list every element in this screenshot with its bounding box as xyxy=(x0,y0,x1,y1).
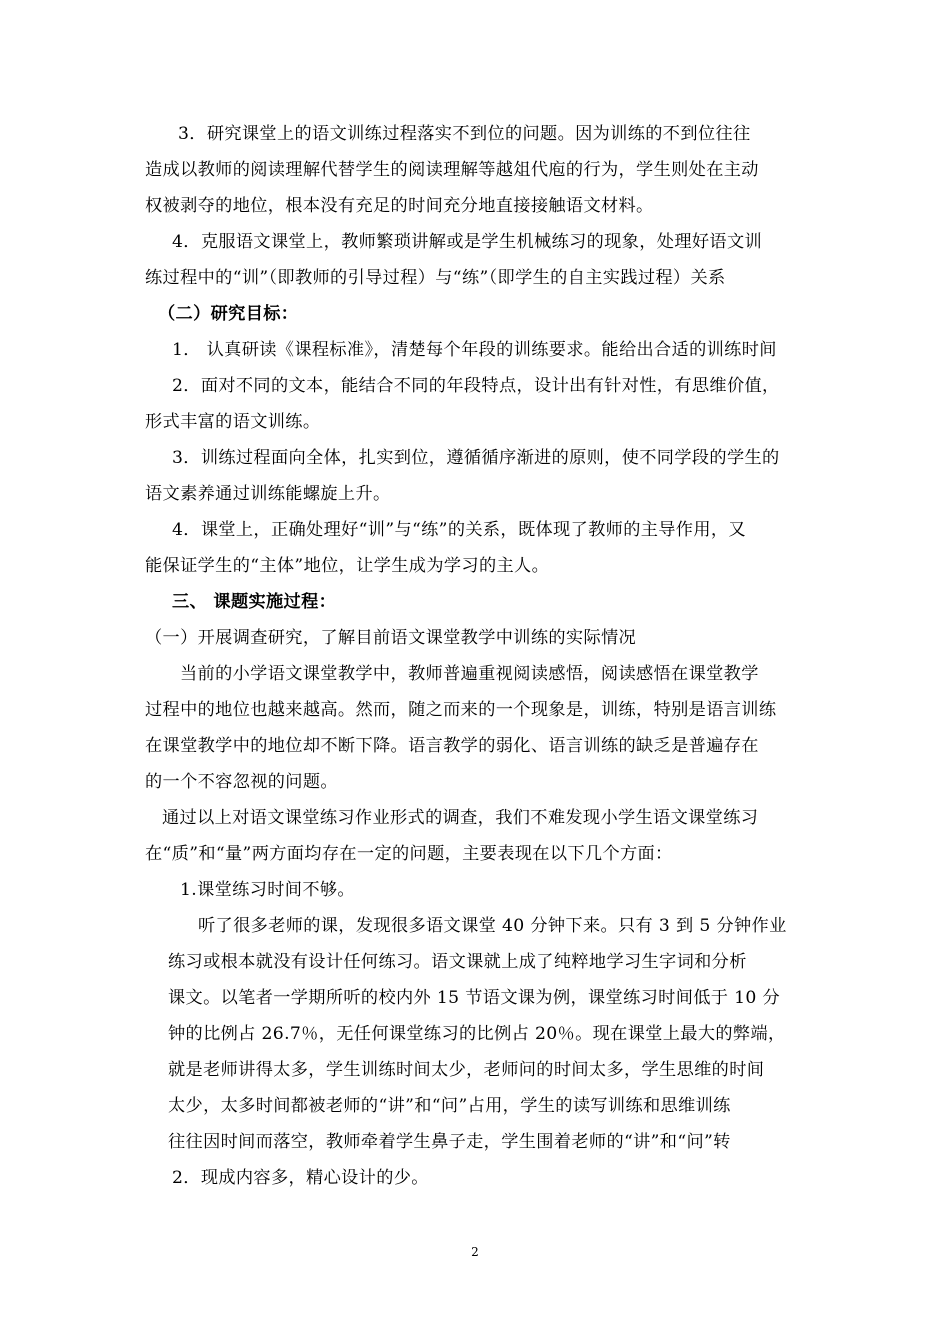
text-line: 的一个不容忽视的问题。 xyxy=(145,772,338,792)
section-heading-implementation: 三、 课题实施过程： xyxy=(172,592,337,612)
text-line: 造成以教师的阅读理解代替学生的阅读理解等越俎代庖的行为，学生则处在主动 xyxy=(145,160,759,180)
text-line: 语文素养通过训练能螺旋上升。 xyxy=(145,484,391,504)
list-item-heading: 2．现成内容多，精心设计的少。 xyxy=(172,1168,429,1188)
text-line: 太少，太多时间都被老师的“讲”和“问”占用，学生的读写训练和思维训练 xyxy=(168,1096,731,1116)
subsection-heading: （一）开展调查研究，了解目前语文课堂教学中训练的实际情况 xyxy=(145,628,637,648)
text-line: 当前的小学语文课堂教学中，教师普遍重视阅读感悟，阅读感悟在课堂教学 xyxy=(180,664,759,684)
text-line: 在课堂教学中的地位却不断下降。语言教学的弱化、语言训练的缺乏是普遍存在 xyxy=(145,736,759,756)
text-line: 课文。以笔者一学期所听的校内外 15 节语文课为例，课堂练习时间低于 10 分 xyxy=(168,988,781,1008)
section-heading-research-goals: （二）研究目标： xyxy=(158,304,299,324)
text-line: 过程中的地位也越来越高。然而，随之而来的一个现象是，训练，特别是语言训练 xyxy=(145,700,777,720)
text-line: 3．训练过程面向全体，扎实到位，遵循循序渐进的原则，使不同学段的学生的 xyxy=(172,448,780,468)
text-line: 就是老师讲得太多，学生训练时间太少，老师问的时间太多，学生思维的时间 xyxy=(168,1060,765,1080)
text-line: 形式丰富的语文训练。 xyxy=(145,412,321,432)
text-line: 权被剥夺的地位，根本没有充足的时间充分地直接接触语文材料。 xyxy=(145,196,654,216)
text-line: 3．研究课堂上的语文训练过程落实不到位的问题。因为训练的不到位往往 xyxy=(178,124,751,144)
text-line: 在“质”和“量”两方面均存在一定的问题，主要表现在以下几个方面： xyxy=(145,844,673,864)
text-line: 1． 认真研读《课程标准》，清楚每个年段的训练要求。能给出合适的训练时间 xyxy=(172,340,777,360)
text-line: 练过程中的“训”（即教师的引导过程）与“练”（即学生的自主实践过程）关系 xyxy=(145,268,726,288)
text-line: 4．克服语文课堂上，教师繁琐讲解或是学生机械练习的现象，处理好语文训 xyxy=(172,232,763,252)
text-line: 钟的比例占 26.7％，无任何课堂练习的比例占 20％。现在课堂上最大的弊端， xyxy=(168,1024,786,1044)
text-line: 4．课堂上，正确处理好“训”与“练”的关系，既体现了教师的主导作用，又 xyxy=(172,520,746,540)
page-number: 2 xyxy=(471,1245,479,1259)
text-line: 通过以上对语文课堂练习作业形式的调查，我们不难发现小学生语文课堂练习 xyxy=(162,808,759,828)
text-line: 能保证学生的“主体”地位，让学生成为学习的主人。 xyxy=(145,556,550,576)
list-item-heading: 1.课堂练习时间不够。 xyxy=(180,880,355,900)
text-line: 2．面对不同的文本，能结合不同的年段特点，设计出有针对性，有思维价值， xyxy=(172,376,780,396)
text-line: 听了很多老师的课，发现很多语文课堂 40 分钟下来。只有 3 到 5 分钟作业 xyxy=(198,916,787,936)
text-line: 练习或根本就没有设计任何练习。语文课就上成了纯粹地学习生字词和分析 xyxy=(168,952,747,972)
text-line: 往往因时间而落空，教师牵着学生鼻子走，学生围着老师的“讲”和“问”转 xyxy=(168,1132,731,1152)
